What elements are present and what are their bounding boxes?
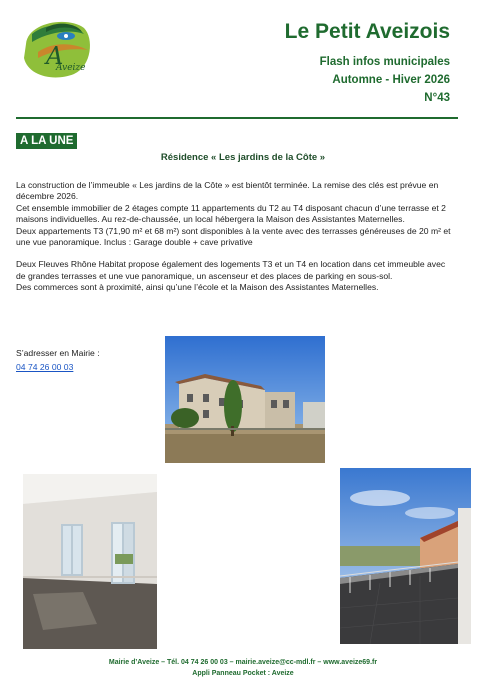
article-paragraph-5: Des commerces sont à proximité, ainsi qu’une l’école et la Maison des Assistantes Maternelles. bbox=[16, 282, 379, 293]
article-paragraph-4: Deux Fleuves Rhône Habitat propose également des logements T3 et un T4 en location dans cet immeuble avec de grandes terrasses et une vue panoramique, un ascenseur et des places de parking en sous-sol. bbox=[16, 259, 446, 281]
building-exterior-photo bbox=[165, 336, 325, 463]
newsletter-title: Le Petit Aveizois bbox=[284, 20, 450, 43]
contact-label: S’adresser en Mairie : bbox=[16, 348, 100, 358]
section-badge: A LA UNE bbox=[16, 133, 77, 149]
article-paragraph-1: La construction de l’immeuble « Les jardins de la Côte » est bientôt terminée. La remise des clés est prévue en décembre 2026. bbox=[16, 180, 439, 202]
article-paragraph-2: Cet ensemble immobilier de 2 étages compte 11 appartements du T2 au T4 disposant chacun d’une terrasse et 2 maisons individuelles. Au rez-de-chaussée, un local hébergera la Maison des Assistantes Maternelles. bbox=[16, 202, 446, 225]
article-paragraph-3: Deux appartements T3 (71,90 m² et 68 m²) sont disponibles à la vente avec des terrasses généreuses de 20 m² et une vue panoramique. Inclus : Garage double + cave privative bbox=[16, 225, 451, 248]
logo-text: Aveize bbox=[56, 63, 86, 73]
article-body bbox=[16, 180, 456, 294]
apartment-interior-photo bbox=[23, 474, 157, 649]
svg-text:A: A bbox=[46, 42, 64, 70]
newsletter-issue: N°43 bbox=[424, 92, 450, 104]
aveize-logo bbox=[18, 14, 96, 84]
article-headline: Résidence « Les jardins de la Côte » bbox=[160, 152, 326, 163]
terrace-view-photo bbox=[340, 468, 471, 644]
contact-phone-link[interactable]: 04 74 26 00 03 bbox=[16, 362, 74, 372]
footer-contact-line: Mairie d’Aveize – Tél. 04 74 26 00 03 – mairie.aveize@cc-mdl.fr – www.aveize69.fr bbox=[108, 659, 378, 666]
newsletter-season: Automne - Hiver 2026 bbox=[332, 74, 450, 86]
newsletter-subtitle: Flash infos municipales bbox=[319, 56, 450, 68]
footer-app-line: Appli Panneau Pocket : Aveize bbox=[192, 670, 294, 677]
header-divider bbox=[16, 117, 458, 119]
